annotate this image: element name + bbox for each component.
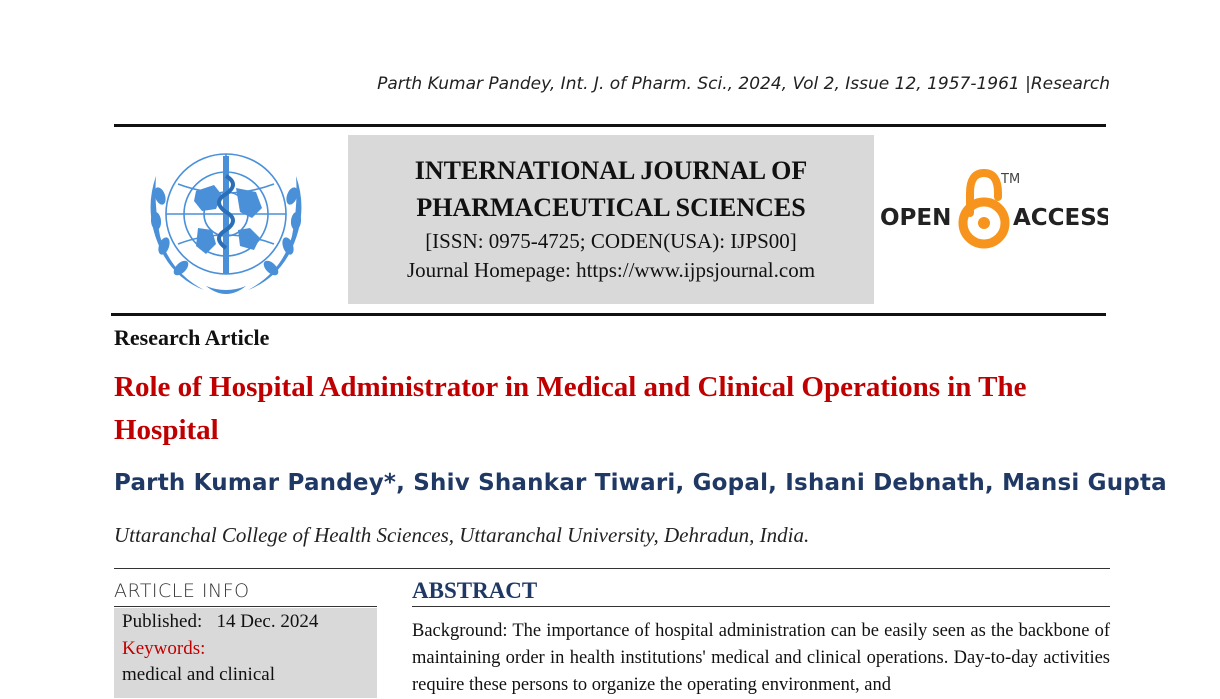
journal-name-line1: INTERNATIONAL JOURNAL OF: [414, 156, 808, 185]
abstract-heading: ABSTRACT: [412, 578, 538, 603]
journal-name-line2: PHARMACEUTICAL SCIENCES: [416, 193, 806, 222]
open-access-lock-icon: [880, 165, 1108, 255]
author-list: Parth Kumar Pandey*, Shiv Shankar Tiwari, Gopal, Ishani Debnath, Mansi Gupta: [114, 470, 1167, 496]
oa-tm-text: TM: [1001, 172, 1021, 187]
section-divider: [114, 568, 1110, 569]
published-date: [122, 611, 318, 633]
article-title: Role of Hospital Administrator in Medical and Clinical Operations in The Hospital: [114, 371, 1027, 446]
keywords-label: Keywords:: [122, 638, 206, 659]
abstract-rule: [412, 606, 1110, 607]
article-info-rule: [114, 606, 377, 607]
journal-banner: [348, 135, 874, 304]
issn-line: [ISSN: 0975-4725; CODEN(USA): IJPS00]: [425, 229, 797, 253]
banner-bottom-rule: [111, 313, 1106, 316]
published-label: Published:: [122, 611, 203, 632]
who-emblem-icon: [126, 136, 326, 306]
top-rule: [114, 124, 1106, 127]
article-type: Research Article: [114, 325, 270, 350]
journal-homepage-link[interactable]: Journal Homepage: https://www.ijpsjournal.com: [406, 258, 816, 282]
keywords-value: medical and clinical: [122, 664, 275, 685]
oa-open-text: OPEN: [880, 205, 952, 231]
affiliation: Uttaranchal College of Health Sciences, Uttaranchal University, Dehradun, India.: [114, 523, 810, 547]
article-info-heading: ARTICLE INFO: [114, 580, 250, 602]
oa-access-text: ACCESS: [1013, 205, 1108, 231]
running-header: Parth Kumar Pandey, Int. J. of Pharm. Sci., 2024, Vol 2, Issue 12, 1957-1961 |Research: [377, 74, 1110, 94]
published-value: 14 Dec. 2024: [216, 611, 319, 632]
abstract-text: Background: The importance of hospital administration can be easily seen as the backbone of maintaining order in health institutions' medical and clinical operations. Day-to-day activities require these persons to organize the operating environment, and: [412, 621, 1110, 695]
journal-name: [348, 152, 874, 226]
